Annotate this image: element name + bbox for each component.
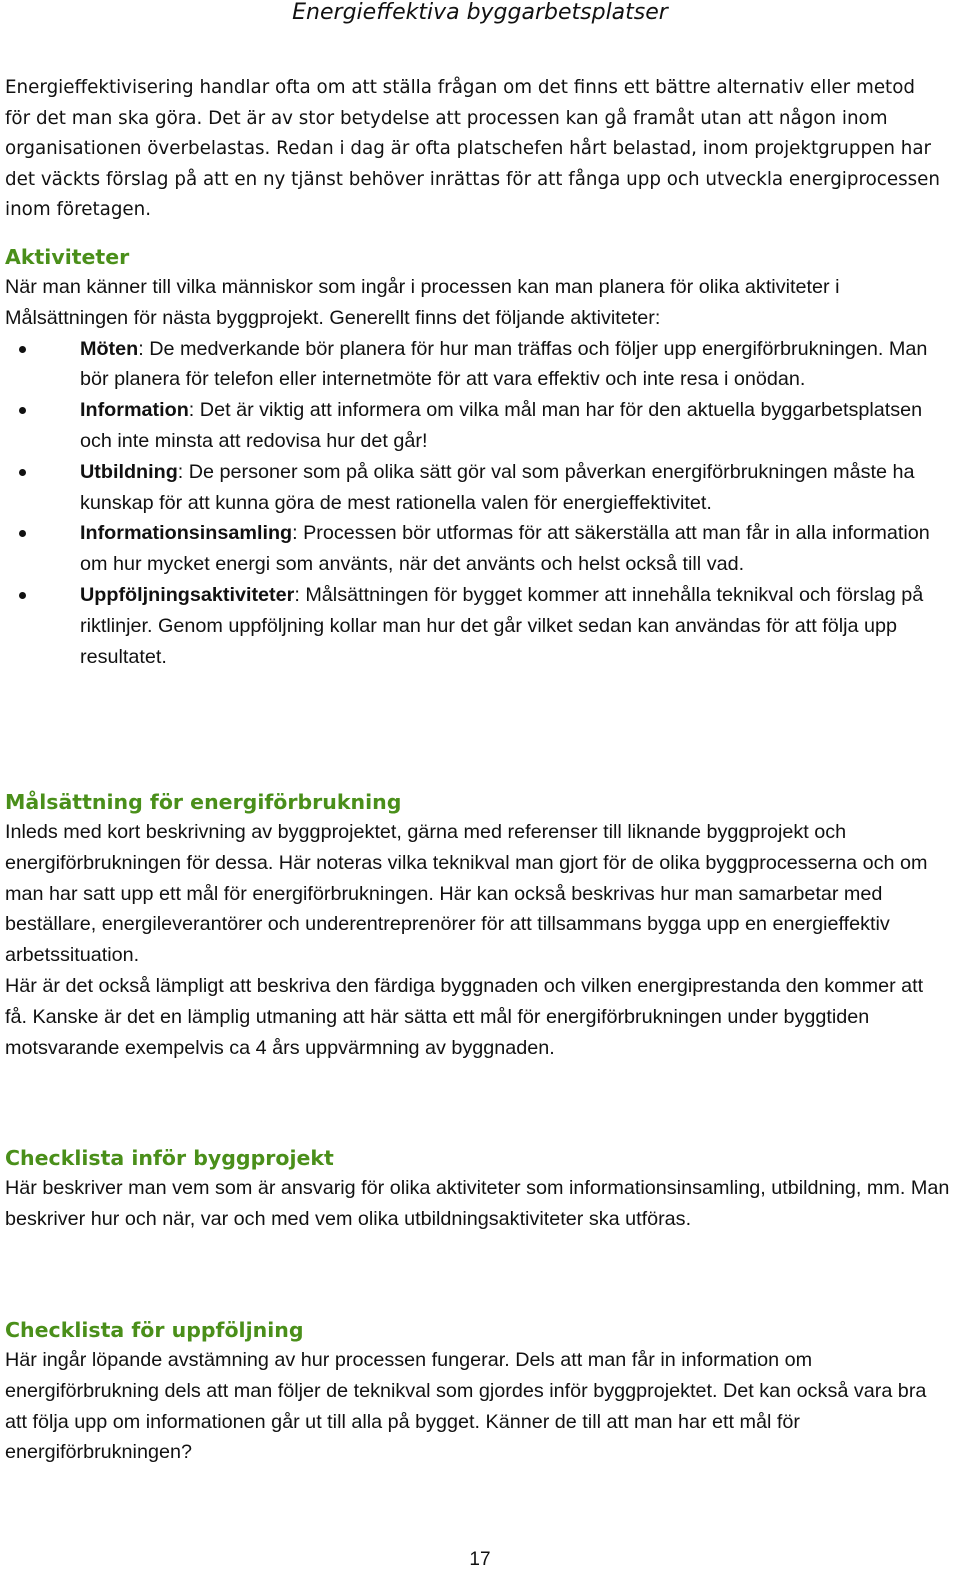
activity-list <box>5 334 950 673</box>
list-item-description: : De medverkande bör planera för hur man träffas och följer upp energiförbrukningen. Man bör planera för telefon eller internetmöte för att vara effektiv och inte resa i onödan. <box>80 337 928 391</box>
section-checklista-byggprojekt <box>5 1143 950 1235</box>
page-number: 17 <box>469 1549 491 1570</box>
list-item-description: : Det är viktig att informera om vilka mål man har för den aktuella byggarbetsplatsen och inte minsta att redovisa hur det går! <box>80 399 923 452</box>
section-heading-checklista-uppfoljning: Checklista för uppföljning <box>5 1318 304 1342</box>
list-item-description: : Processen bör utformas för att säkerställa att man får in alla information om hur mycket energi som använts, när det använts och helst också till vad. <box>80 522 930 576</box>
list-item-term: Information <box>80 399 189 422</box>
bullet-icon <box>19 530 26 537</box>
section-aktiviteter <box>5 242 950 672</box>
list-item-description: : Målsättningen för bygget kommer att innehålla teknikval och förslag på riktlinjer. Genom uppföljning kollar man hur det går vilket sedan kan användas för att följa upp resultatet. <box>80 583 924 668</box>
list-item-moten <box>5 334 950 396</box>
list-item-term: Utbildning <box>80 460 178 483</box>
checklista-uppfoljning-paragraph: Här ingår löpande avstämning av hur processen fungerar. Dels att man får in information om energiförbrukning dels att man följer de teknikval som gjordes inför byggprojektet. Det kan också vara bra att följa upp om informationen går ut till alla på bygget. Känner de till att man har ett mål för energiförbrukningen? <box>5 1349 927 1464</box>
section-heading-aktiviteter: Aktiviteter <box>5 245 130 269</box>
malsattning-paragraph-1: Inleds med kort beskrivning av byggprojektet, gärna med referenser till liknande byggprojekt och energiförbrukningen för dessa. Här noteras vilka teknikval man gjort för de olika byggprocesserna och om man har satt upp ett mål för energiförbrukningen. Här kan också beskrivas hur man samarbetar med beställare, energileverantörer och underentreprenörer för att tillsammans bygga upp en energieffektiv arbetssituation. <box>5 821 928 967</box>
list-item-term: Informationsinsamling <box>80 522 293 545</box>
bullet-icon <box>19 346 26 353</box>
bullet-icon <box>19 469 26 476</box>
aktiviteter-paragraph: När man känner till vilka människor som ingår i processen kan man planera för olika aktiviteter i Målsättningen för nästa byggprojekt. Generellt finns det följande aktiviteter: <box>5 276 840 329</box>
malsattning-paragraph-2: Här är det också lämpligt att beskriva den färdiga byggnaden och vilken energiprestanda den kommer att få. Kanske är det en lämplig utmaning att här sätta ett mål för energiförbrukningen under byggtiden motsvarande exempelvis ca 4 års uppvärmning av byggnaden. <box>5 974 924 1059</box>
list-item-term: Uppföljningsaktiviteter <box>80 583 295 606</box>
bullet-icon <box>19 592 26 599</box>
section-checklista-uppfoljning <box>5 1315 950 1468</box>
bullet-icon <box>19 407 26 414</box>
intro-paragraph: Energieffektivisering handlar ofta om att ställa frågan om det finns ett bättre alternativ eller metod för det man ska göra. Det är av stor betydelse att processen kan gå framåt utan att någon inom organisationen överbelastas. Redan i dag är ofta platschefen hårt belastad, inom projektgruppen har det väckts förslag på att en ny tjänst behöver inrättas för att fånga upp och utveckla energiprocessen inom företagen. <box>5 77 940 220</box>
section-heading-checklista-byggprojekt: Checklista inför byggprojekt <box>5 1146 334 1170</box>
list-item-term: Möten <box>80 337 139 360</box>
list-item-utbildning <box>5 457 950 519</box>
list-item-informationsinsamling <box>5 518 950 580</box>
list-item-uppfoljningsaktiviteter <box>5 580 950 672</box>
section-heading-malsattning: Målsättning för energiförbrukning <box>5 790 402 814</box>
checklista-byggprojekt-paragraph: Här beskriver man vem som är ansvarig för olika aktiviteter som informationsinsamling, utbildning, mm. Man beskriver hur och när, var och med vem olika utbildningsaktiviteter ska utföras. <box>5 1177 950 1230</box>
page-header-title: Energieffektiva byggarbetsplatser <box>292 0 668 25</box>
list-item-description: : De personer som på olika sätt gör val som påverkan energiförbrukningen måste ha kunskap för att kunna göra de mest rationella valen för energieffektivitet. <box>80 460 915 514</box>
section-malsattning <box>5 787 950 1063</box>
list-item-information <box>5 395 950 457</box>
